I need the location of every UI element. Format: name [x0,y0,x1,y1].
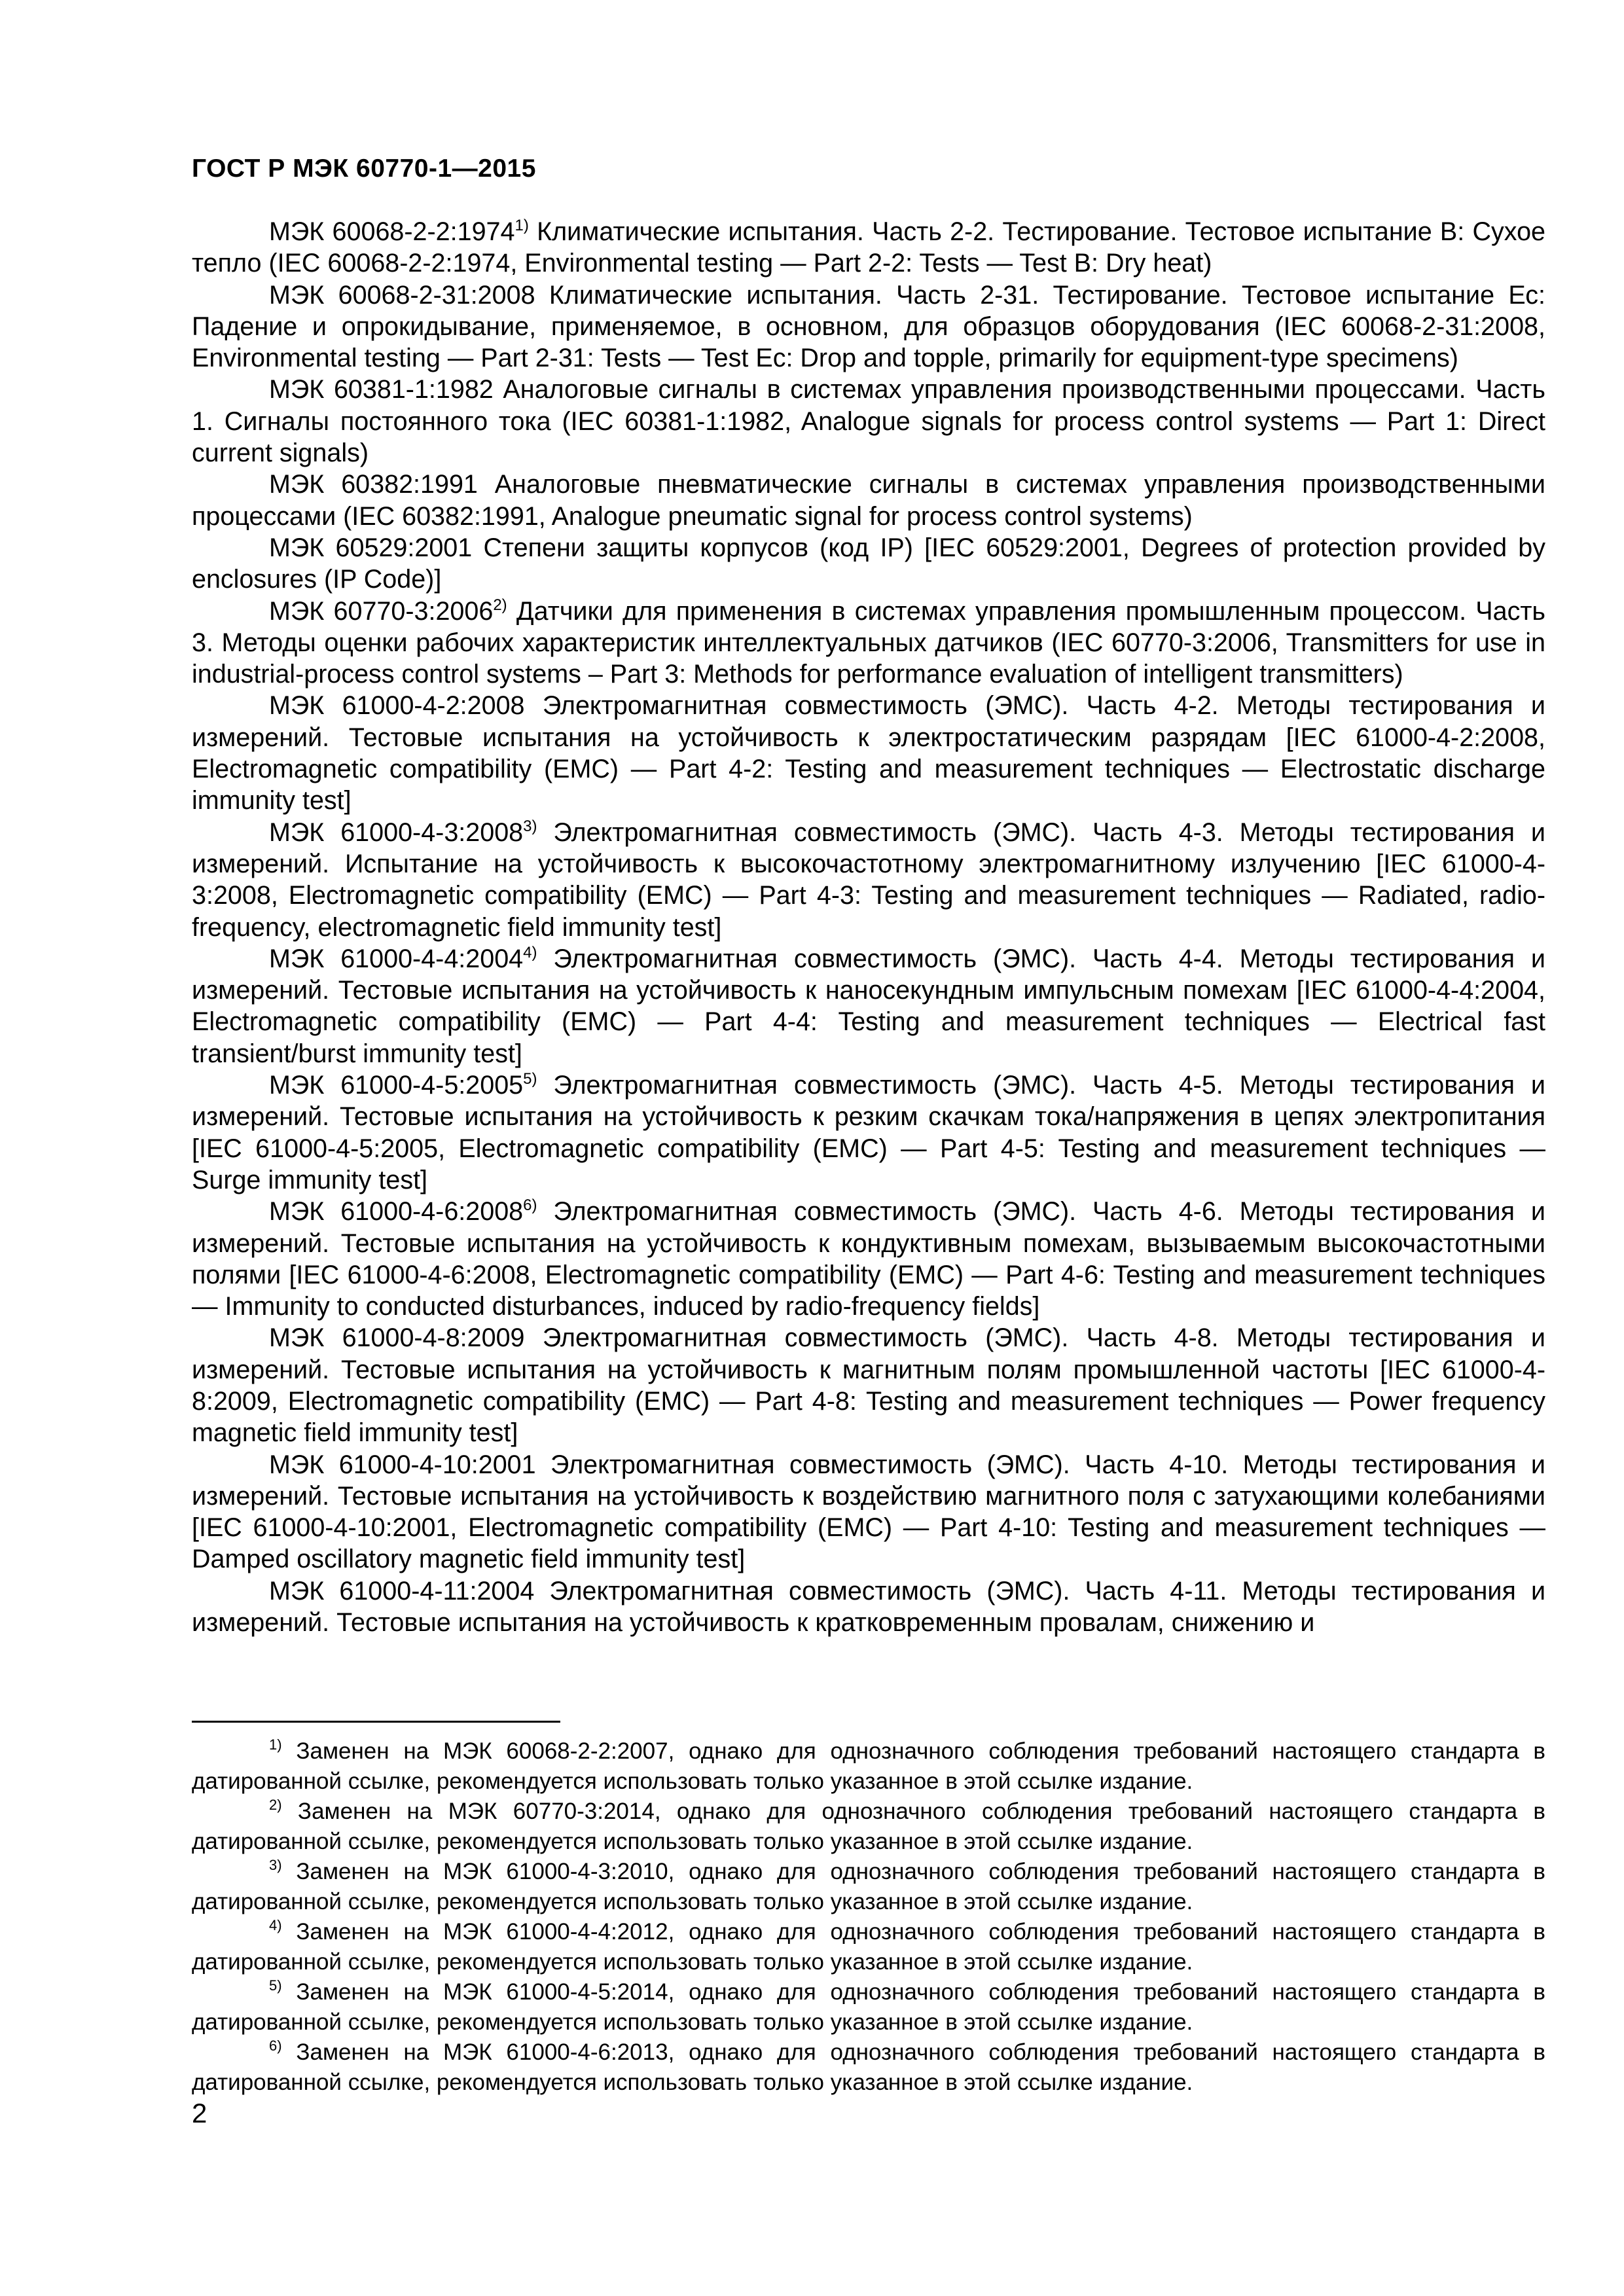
footnote-item [192,1857,1545,1917]
reference-text: Электромагнитная совместимость (ЭМС). Часть 4-6. Методы тестирования и измерений. Тестовые испытания на устойчивость к кондуктивным помехам, вызываемым высокочастотными полями [IEC 61000-4-6:2008, Electromagnetic compatibility (EMC) — Part 4-6: Testing and measurement techniques — Immunity to conducted disturbances, induced by radio-frequency fields] [192,1197,1545,1321]
reference-item [192,817,1545,943]
reference-code: МЭК 61000-4-11:2004 [269,1576,535,1605]
reference-code: МЭК 60770-3:2006 [269,596,494,626]
footnote-number: 1) [269,1736,282,1753]
footnote-text: Заменен на МЭК 61000-4-6:2013, однако для однозначного соблюдения требований настоящего стандарта в датированной ссылке, рекомендуется использовать только указанное в этой ссылке издание. [192,2039,1545,2095]
footnote-marker[interactable]: 4) [523,943,537,961]
footnotes-section [192,1736,1545,2098]
footnote-number: 3) [269,1857,282,1873]
reference-text: Климатические испытания. Часть 2-31. Тестирование. Тестовое испытание Ес: Падение и опрокидывание, применяемое, в основном, для образцов оборудования (IEC 60068-2-31:2008, Environmental testing — Part 2-31: Tests — Test Ec: Drop and topple, primarily for equipment-type specimens) [192,280,1546,373]
reference-item [192,1069,1545,1196]
footnote-item [192,1977,1545,2037]
reference-item [192,279,1545,374]
reference-item [192,1575,1545,1639]
footnote-marker[interactable]: 5) [523,1070,537,1088]
reference-code: МЭК 61000-4-8:2009 [269,1323,525,1353]
reference-item [192,469,1545,532]
reference-text: Электромагнитная совместимость (ЭМС). Часть 4-5. Методы тестирования и измерений. Тестовые испытания на устойчивость к резким скачкам тока/напряжения в цепях электропитания [IEC 61000-4-5:2005, Electromagnetic compatibility (EMC) — Part 4-5: Testing and measurement techniques — Surge immunity test] [192,1071,1545,1194]
footnote-marker[interactable]: 6) [523,1196,537,1215]
page-number: 2 [192,2098,208,2128]
reference-text: Электромагнитная совместимость (ЭМС). Часть 4-10. Методы тестирования и измерений. Тестовые испытания на устойчивость к воздействию магнитного поля с затухающими колебаниями [IEC 61000-4-10:2001, Electromagnetic compatibility (EMC) — Part 4-10: Testing and measurement techniques — Damped oscillatory magnetic field immunity test] [192,1450,1545,1574]
footnote-number: 5) [269,1977,282,1994]
reference-item [192,1196,1545,1322]
footnote-number: 2) [269,1797,282,1813]
reference-code: МЭК 61000-4-3:2008 [269,817,524,847]
references-list [192,216,1545,1638]
reference-code: МЭК 60381-1:1982 [269,375,494,404]
reference-code: МЭК 61000-4-5:2005 [269,1071,524,1100]
reference-code: МЭК 61000-4-10:2001 [269,1450,536,1479]
footnote-text: Заменен на МЭК 60770-3:2014, однако для однозначного соблюдения требований настоящего стандарта в датированной ссылке, рекомендуется использовать только указанное в этой ссылке издание. [192,1799,1545,1854]
footnote-number: 6) [269,2037,282,2054]
reference-text: Датчики для применения в системах управления промышленным процессом. Часть 3. Методы оценки рабочих характеристик интеллектуальных датчиков (IEC 60770-3:2006, Transmitters for use in industrial-process control systems – Part 3: Methods for performance evaluation of intelligent transmitters) [192,596,1545,689]
reference-code: МЭК 61000-4-4:2004 [269,944,524,973]
footnote-item [192,1797,1545,1857]
reference-text: Электромагнитная совместимость (ЭМС). Часть 4-3. Методы тестирования и измерений. Испытание на устойчивость к высокочастотному электромагнитному излучению [IEC 61000-4-3:2008, Electromagnetic compatibility (EMC) — Part 4-3: Testing and measurement techniques — Radiated, radio-frequency, electromagnetic field immunity test] [192,817,1545,942]
footnote-text: Заменен на МЭК 60068-2-2:2007, однако для однозначного соблюдения требований настоящего стандарта в датированной ссылке, рекомендуется использовать только указанное в этой ссылке издание. [192,1738,1545,1794]
reference-item [192,216,1545,279]
footnote-item [192,2037,1545,2098]
reference-text: Аналоговые пневматические сигналы в системах управления производственными процессами (IEC 60382:1991, Analogue pneumatic signal for process control systems) [192,470,1545,531]
reference-text: Электромагнитная совместимость (ЭМС). Часть 4-4. Методы тестирования и измерений. Тестовые испытания на устойчивость к наносекундным импульсным помехам [IEC 61000-4-4:2004, Electromagnetic compatibility (EMC) — Part 4-4: Testing and measurement techniques — Electrical fast transient/burst immunity test] [192,944,1545,1068]
footnote-marker[interactable]: 2) [493,596,507,614]
reference-item [192,1322,1545,1448]
reference-code: МЭК 60068-2-31:2008 [269,280,535,310]
reference-item [192,374,1545,469]
reference-item [192,596,1545,691]
footnote-text: Заменен на МЭК 61000-4-5:2014, однако для однозначного соблюдения требований настоящего стандарта в датированной ссылке, рекомендуется использовать только указанное в этой ссылке издание. [192,1979,1545,2035]
footnote-marker[interactable]: 3) [523,817,537,835]
reference-code: МЭК 61000-4-6:2008 [269,1197,524,1227]
document-header: ГОСТ Р МЭК 60770-1—2015 [192,154,536,183]
reference-text: Климатические испытания. Часть 2-2. Тестирование. Тестовое испытание В: Сухое тепло (IEC 60068-2-2:1974, Environmental testing — Part 2-2: Tests — Test B: Dry heat) [192,217,1546,278]
reference-text: Аналоговые сигналы в системах управления производственными процессами. Часть 1. Сигналы постоянного тока (IEC 60381-1:1982, Analogue signals for process control systems — Part 1: Direct current signals) [192,375,1545,468]
reference-code: МЭК 61000-4-2:2008 [269,691,525,721]
footnote-divider [192,1721,560,1723]
reference-code: МЭК 60529:2001 [269,533,473,562]
footnote-number: 4) [269,1917,282,1933]
reference-text: Степени защиты корпусов (код IP) [IEC 60529:2001, Degrees of protection provided by enclosures (IP Code)] [192,533,1545,594]
footnote-text: Заменен на МЭК 61000-4-3:2010, однако для однозначного соблюдения требований настоящего стандарта в датированной ссылке, рекомендуется использовать только указанное в этой ссылке издание. [192,1859,1545,1914]
footnote-text: Заменен на МЭК 61000-4-4:2012, однако для однозначного соблюдения требований настоящего стандарта в датированной ссылке, рекомендуется использовать только указанное в этой ссылке издание. [192,1919,1545,1975]
reference-item [192,1449,1545,1575]
footnote-item [192,1917,1545,1977]
reference-code: МЭК 60382:1991 [269,470,478,499]
reference-item [192,532,1545,596]
reference-item [192,943,1545,1069]
reference-text: Электромагнитная совместимость (ЭМС). Часть 4-2. Методы тестирования и измерений. Тестовые испытания на устойчивость к электростатическим разрядам [IEC 61000-4-2:2008, Electromagnetic compatibility (EMC) — Part 4-2: Testing and measurement techniques — Electrostatic discharge immunity test] [192,691,1545,816]
reference-code: МЭК 60068-2-2:1974 [269,217,515,246]
reference-item [192,690,1545,816]
reference-text: Электромагнитная совместимость (ЭМС). Часть 4-8. Методы тестирования и измерений. Тестовые испытания на устойчивость к магнитным полям промышленной частоты [IEC 61000-4-8:2009, Electromagnetic compatibility (EMC) — Part 4-8: Testing and measurement techniques — Power frequency magnetic field immunity test] [192,1323,1545,1448]
footnote-marker[interactable]: 1) [514,217,529,234]
reference-text: Электромагнитная совместимость (ЭМС). Часть 4-11. Методы тестирования и измерений. Тестовые испытания на устойчивость к кратковременным провалам, снижению и [192,1576,1546,1638]
footnote-item [192,1736,1545,1797]
